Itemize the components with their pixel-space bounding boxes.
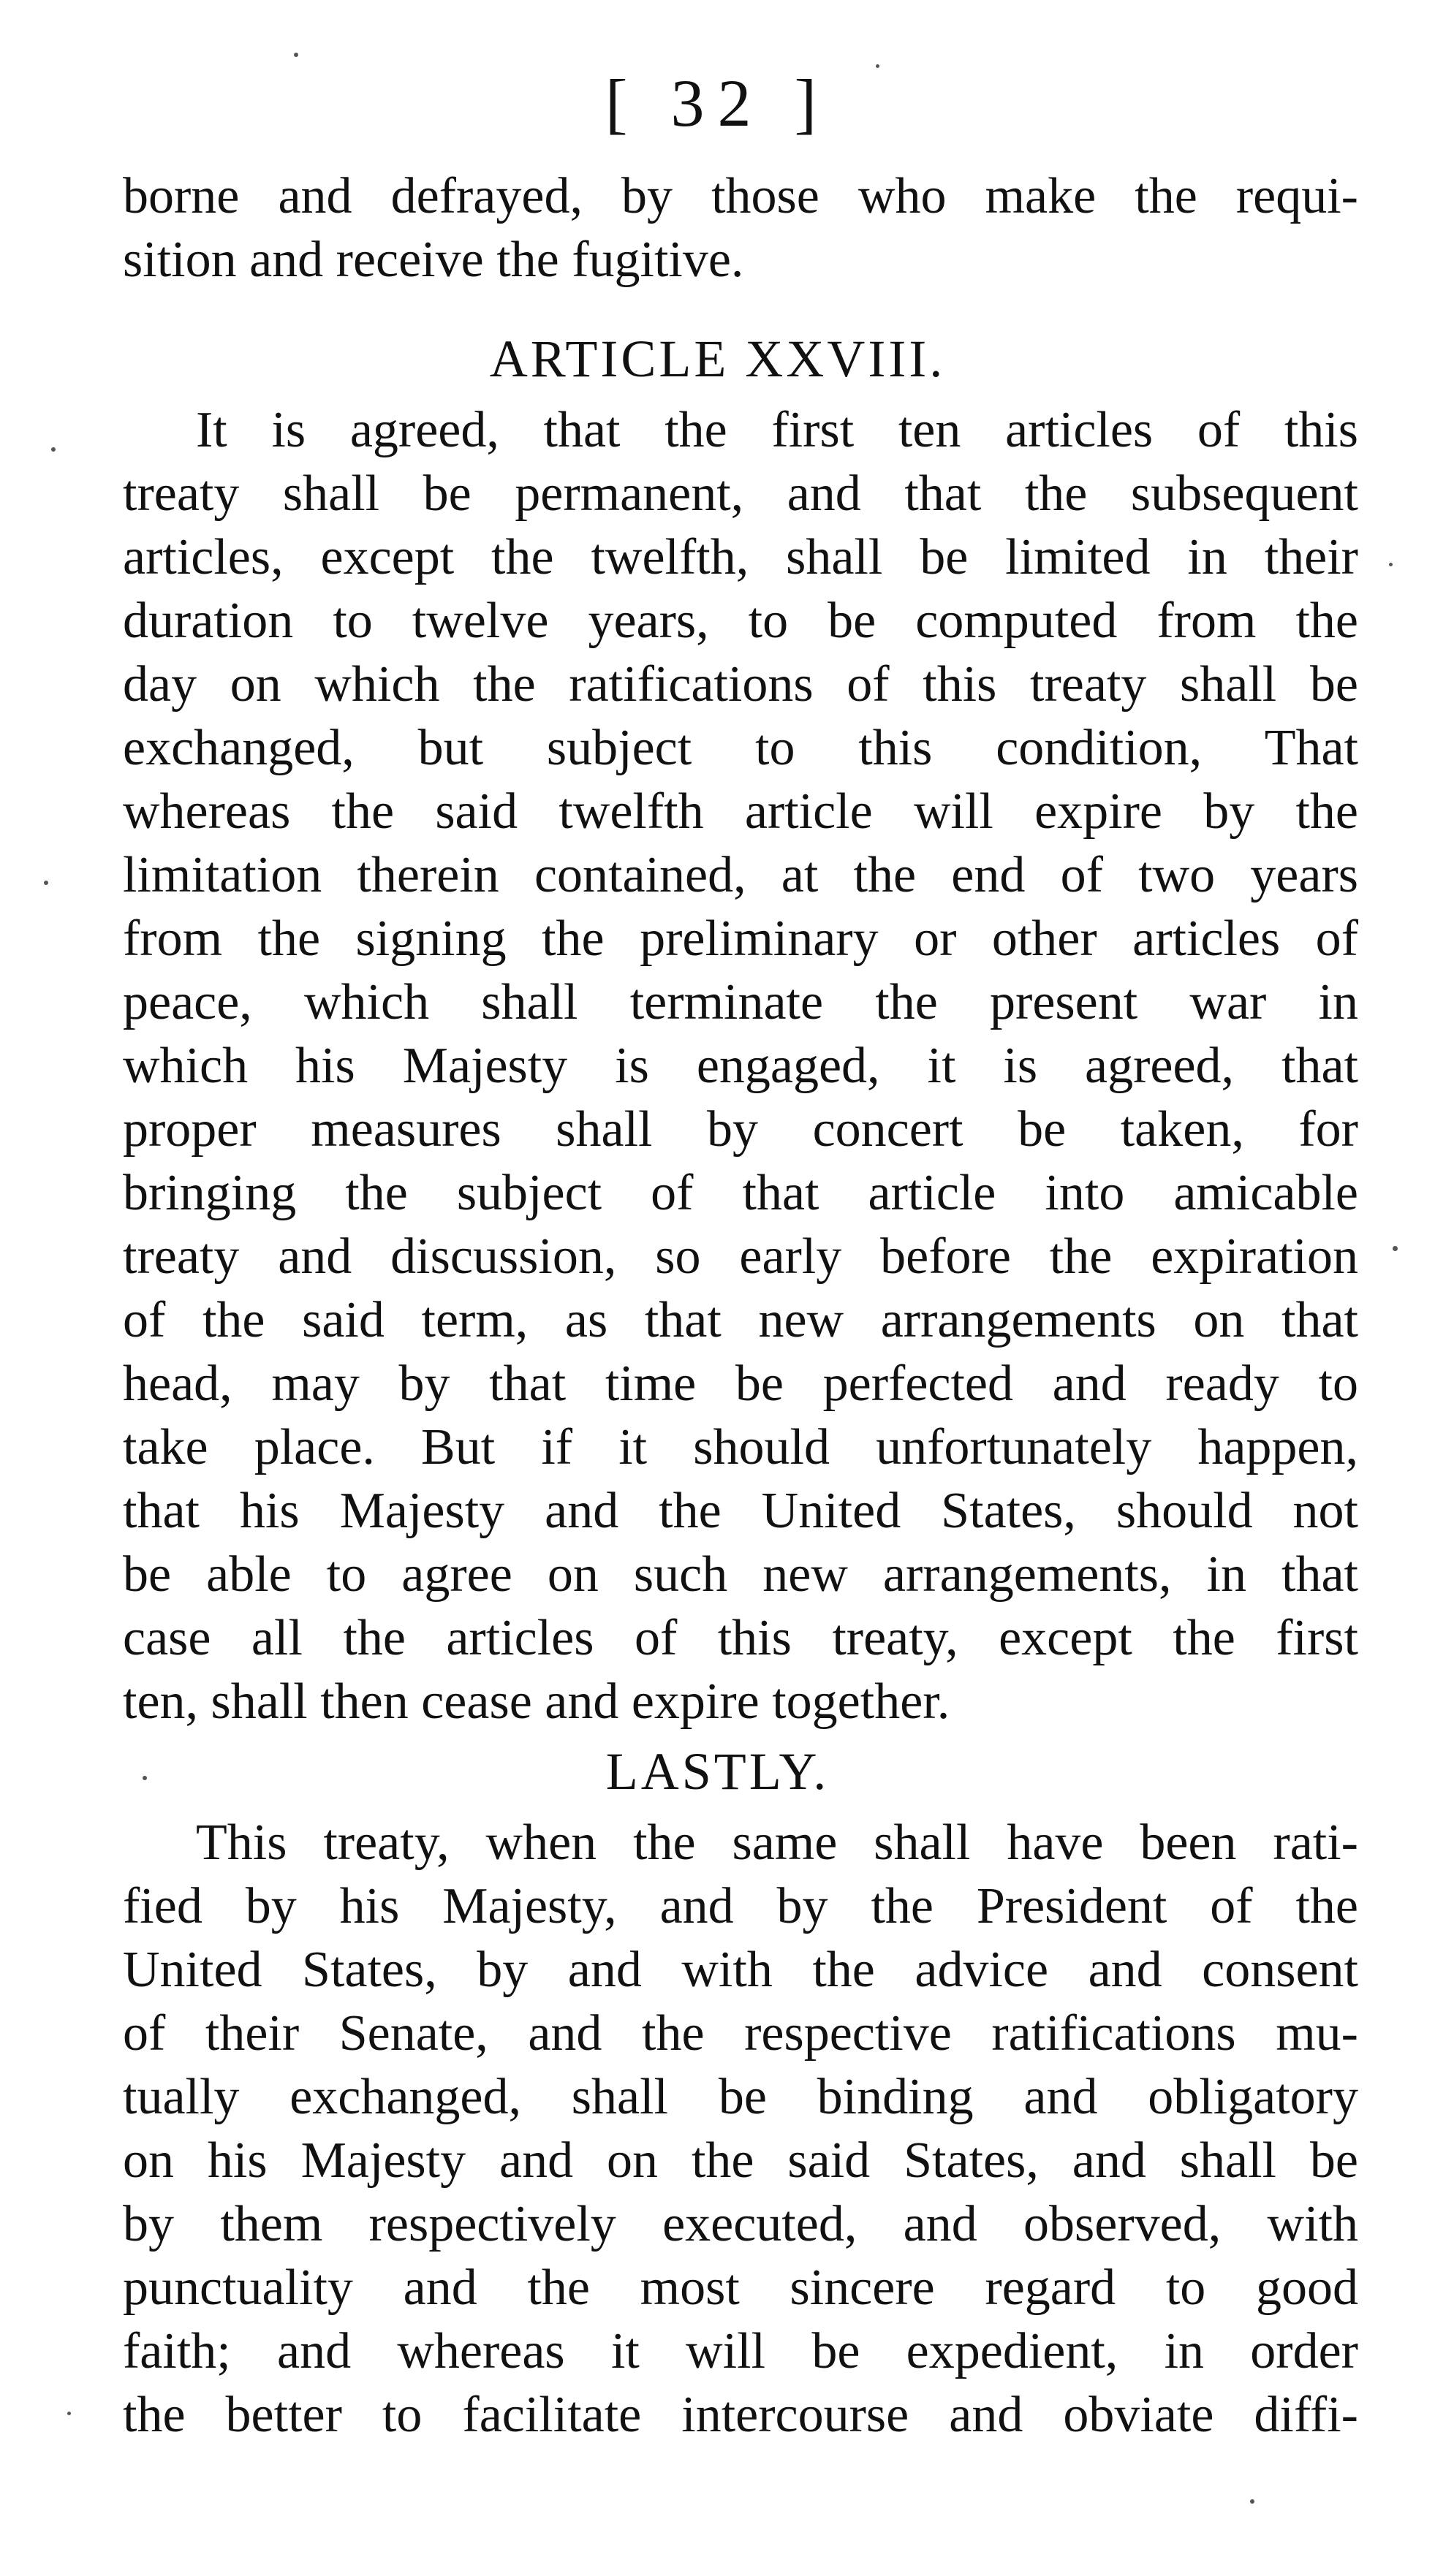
text-line: sition and receive the fugitive. [123, 232, 744, 288]
text-line: treaty and discussion, so early before the expiration [123, 1228, 1358, 1285]
text-line: from the signing the preliminary or other articles of [123, 911, 1358, 967]
text-line: articles, except the twelfth, shall be limited in their [123, 529, 1358, 585]
text-line: tually exchanged, shall be binding and obligatory [123, 2069, 1358, 2125]
article-paragraph [123, 398, 1358, 1733]
text-line: case all the articles of this treaty, except the first [123, 1610, 1358, 1666]
text-line: the better to facilitate intercourse and obviate diffi- [123, 2387, 1358, 2443]
text-line: head, may by that time be perfected and ready to [123, 1356, 1358, 1412]
text-line: proper measures shall by concert be taken, for [123, 1101, 1358, 1158]
text-line: faith; and whereas it will be expedient, in order [123, 2323, 1358, 2379]
continuation-paragraph [123, 164, 1358, 292]
text-line: of their Senate, and the respective ratifications mu- [123, 2005, 1358, 2062]
text-line: exchanged, but subject to this condition, That [123, 720, 1358, 776]
text-line: whereas the said twelfth article will expire by the [123, 783, 1358, 840]
article-heading: ARTICLE XXVIII. [489, 330, 946, 388]
scan-speck [143, 1776, 147, 1780]
scan-speck [67, 2412, 71, 2415]
text-line: fied by his Majesty, and by the President of the [123, 1878, 1358, 1934]
lastly-heading: LASTLY. [605, 1742, 830, 1801]
text-line: limitation therein contained, at the end of two years [123, 847, 1358, 903]
text-line: on his Majesty and on the said States, and shall be [123, 2132, 1358, 2189]
text-line: bringing the subject of that article into amicable [123, 1165, 1358, 1221]
scan-speck [1393, 1246, 1398, 1251]
text-line: punctuality and the most sincere regard to good [123, 2260, 1358, 2316]
text-line: treaty shall be permanent, and that the subsequent [123, 466, 1358, 522]
text-line: day on which the ratifications of this treaty shall be [123, 656, 1358, 713]
text-line: duration to twelve years, to be computed from the [123, 593, 1358, 649]
page-number: [ 32 ] [605, 66, 830, 140]
scan-speck [44, 881, 48, 885]
scan-speck [1250, 2499, 1254, 2504]
text-line: be able to agree on such new arrangements, in that [123, 1546, 1358, 1603]
text-line: peace, which shall terminate the present war in [123, 974, 1358, 1030]
text-line: United States, by and with the advice and consent [123, 1942, 1358, 1998]
scan-speck [294, 53, 298, 57]
text-line: This treaty, when the same shall have been rati- [196, 1815, 1358, 1871]
scan-speck [1389, 563, 1393, 566]
text-line: borne and defrayed, by those who make the requi- [123, 168, 1358, 224]
text-line: which his Majesty is engaged, it is agreed, that [123, 1038, 1358, 1094]
scan-speck [51, 447, 56, 452]
text-line: by them respectively executed, and observed, with [123, 2196, 1358, 2252]
lastly-paragraph [123, 1811, 1358, 2447]
text-line: take place. But if it should unfortunately happen, [123, 1419, 1358, 1475]
text-line: ten, shall then cease and expire together. [123, 1673, 950, 1730]
scan-speck [876, 64, 879, 68]
text-line: It is agreed, that the first ten articles of this [196, 402, 1358, 458]
text-line: of the said term, as that new arrangements on that [123, 1292, 1358, 1348]
text-line: that his Majesty and the United States, should not [123, 1483, 1358, 1539]
